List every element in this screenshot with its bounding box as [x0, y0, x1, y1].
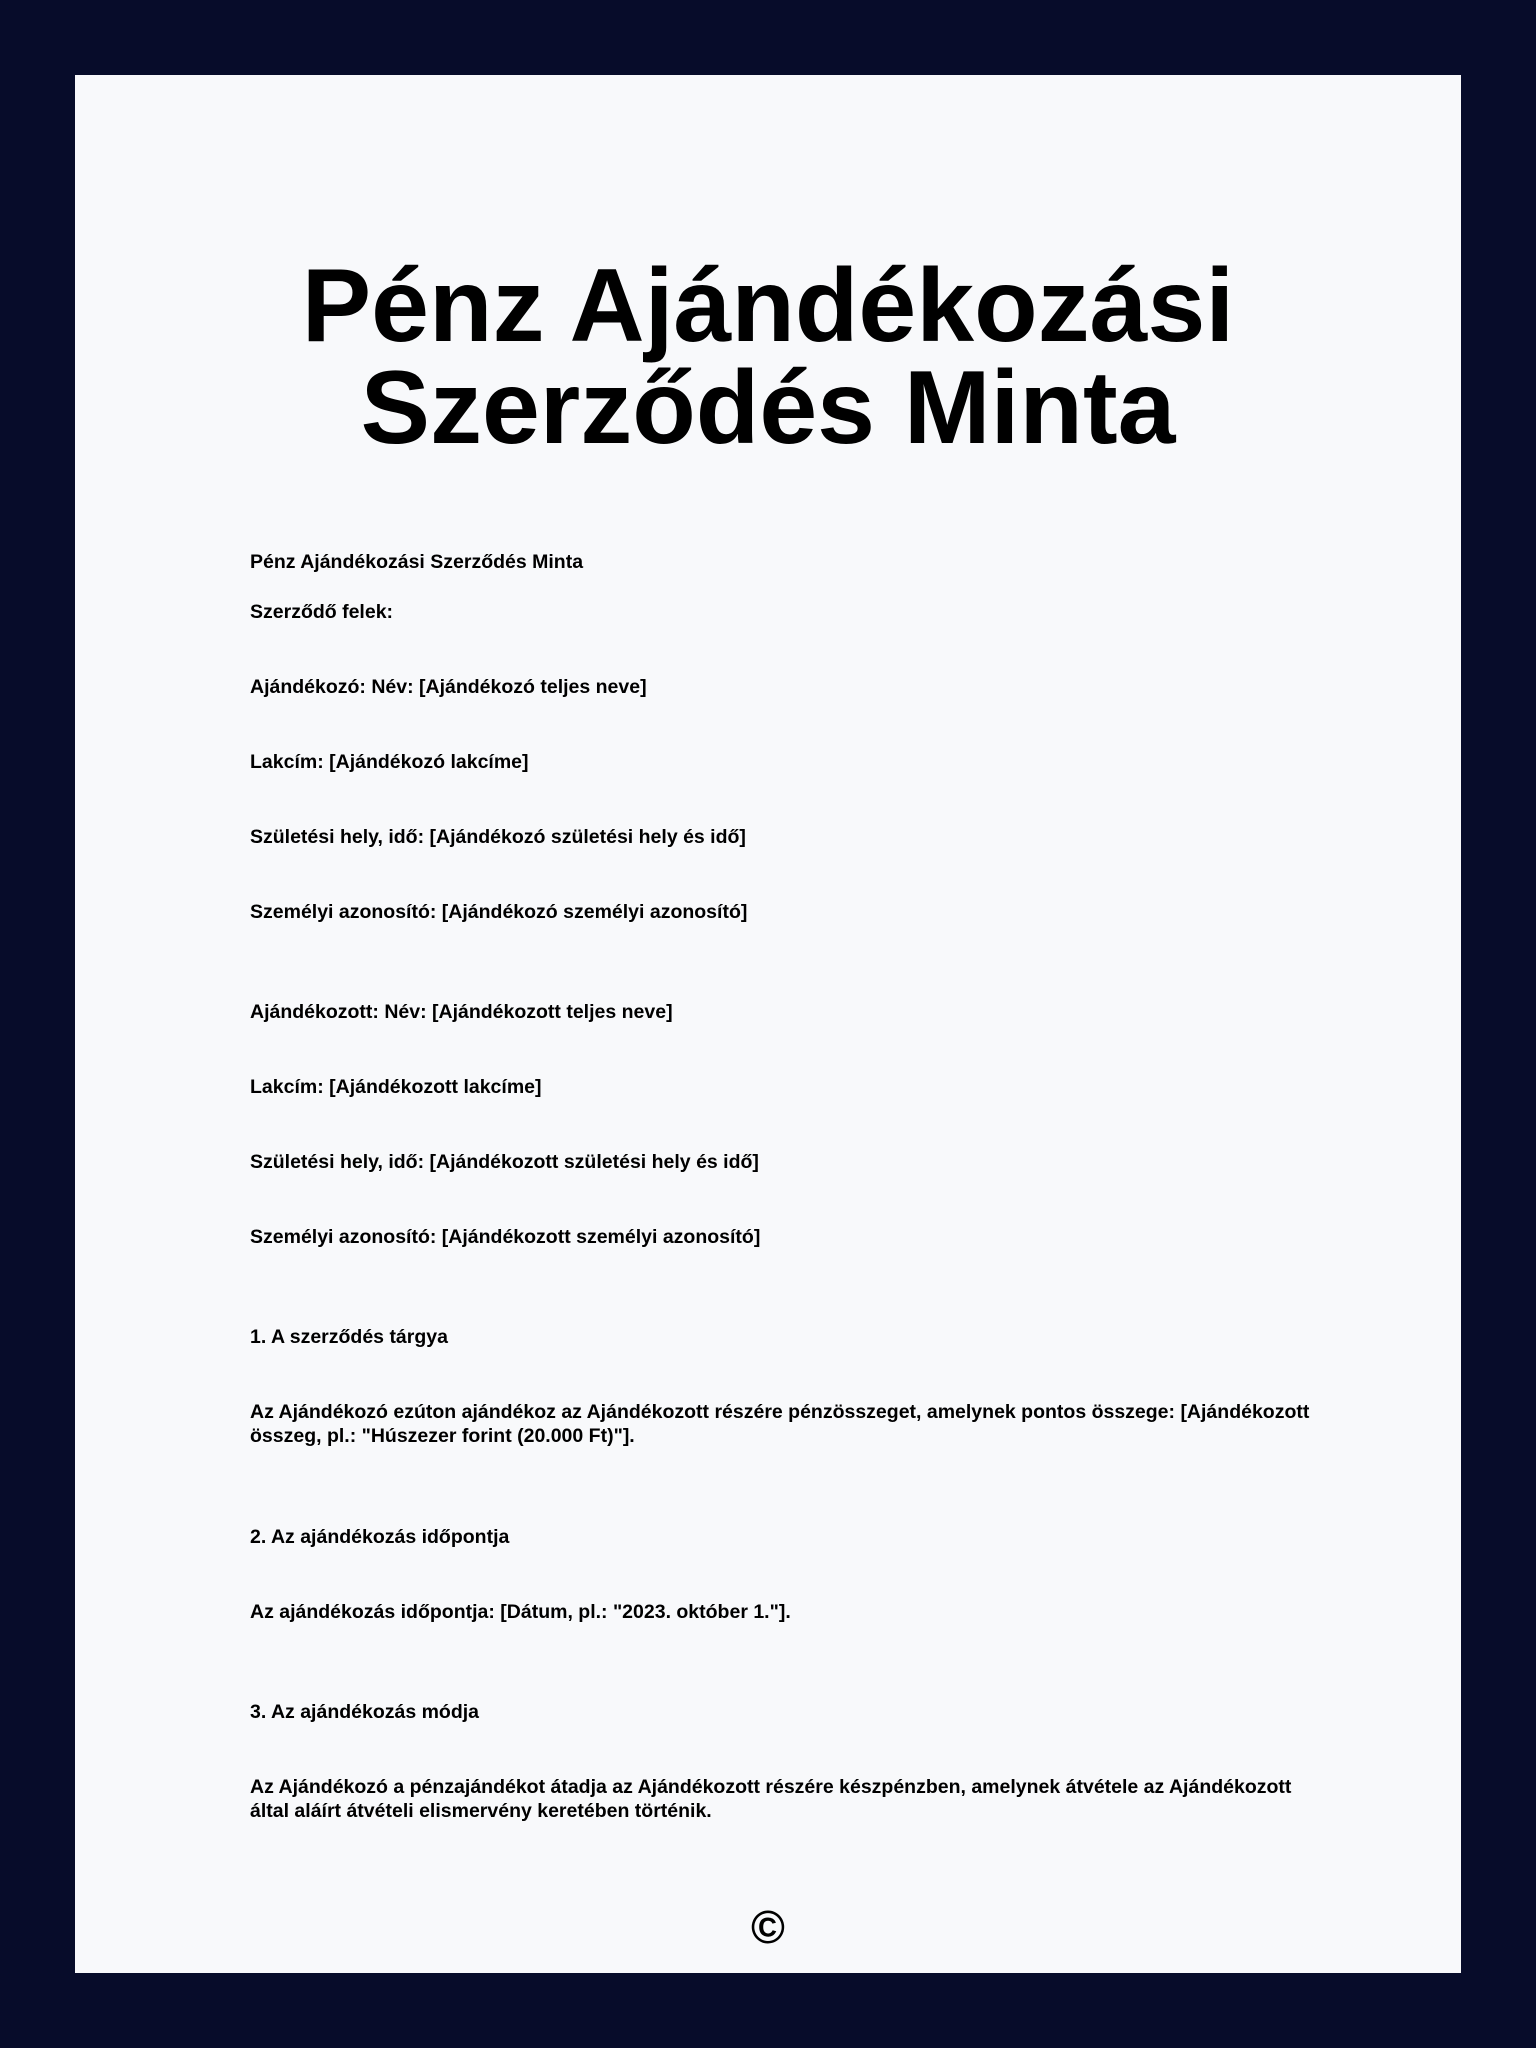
donor-name: Ajándékozó: Név: [Ajándékozó teljes neve] — [250, 676, 647, 698]
copyright-icon: © — [751, 1901, 785, 1953]
section-3-heading: 3. Az ajándékozás módja — [250, 1701, 480, 1723]
title-line-2: Szerződés Minta — [360, 350, 1176, 466]
parties-heading: Szerződő felek: — [250, 601, 394, 623]
recipient-name: Ajándékozott: Név: [Ajándékozott teljes neve] — [250, 1001, 673, 1023]
donor-id: Személyi azonosító: [Ajándékozó személyi azonosító] — [250, 901, 748, 923]
section-1-heading: 1. A szerződés tárgya — [250, 1326, 448, 1348]
document-title — [75, 248, 1461, 466]
recipient-id: Személyi azonosító: [Ajándékozott személyi azonosító] — [250, 1226, 761, 1248]
section-3-text: Az Ajándékozó a pénzajándékot átadja az Ajándékozott részére készpénzben, amelynek átvétele az Ajándékozott által aláírt átvételi elismervény keretében történik. — [250, 1776, 1292, 1822]
section-1-text: Az Ajándékozó ezúton ajándékoz az Ajándékozott részére pénzösszeget, amelynek pontos összege: [Ajándékozott összeg, pl.: "Húszezer forint (20.000 Ft)"]. — [250, 1401, 1310, 1447]
section-2-heading: 2. Az ajándékozás időpontja — [250, 1526, 510, 1548]
document-page — [75, 75, 1461, 1973]
section-2-text: Az ajándékozás időpontja: [Dátum, pl.: "2023. október 1."]. — [250, 1601, 791, 1623]
doc-heading-text: Pénz Ajándékozási Szerződés Minta — [250, 551, 584, 573]
title-line-1: Pénz Ajándékozási — [301, 248, 1235, 364]
donor-address: Lakcím: [Ajándékozó lakcíme] — [250, 751, 529, 773]
recipient-address: Lakcím: [Ajándékozott lakcíme] — [250, 1076, 542, 1098]
donor-birth: Születési hely, idő: [Ajándékozó születési hely és idő] — [250, 826, 746, 848]
recipient-birth: Születési hely, idő: [Ajándékozott születési hely és idő] — [250, 1151, 759, 1173]
